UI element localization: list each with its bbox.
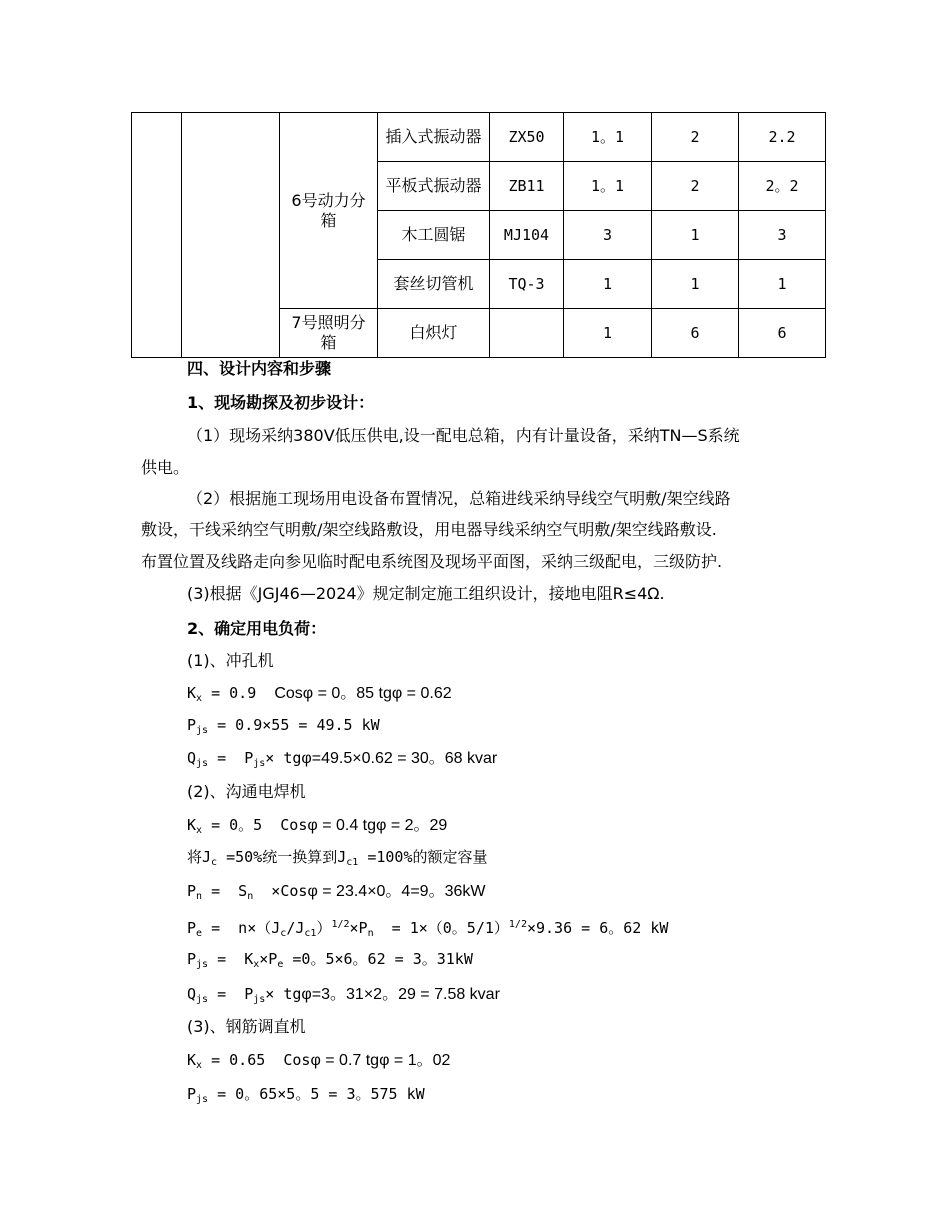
formula-part: Cosφ = 0。85 tgφ = 0.62 [274, 685, 452, 702]
formula-sub: c1 [304, 928, 317, 939]
paragraph-line: 布置位置及线路走向参见临时配电系统图及现场平面图，采纳三级配电，三级防护. [141, 552, 723, 571]
step2-heading: 2、确定用电负荷： [187, 619, 327, 638]
formula-part: ×P [349, 919, 368, 937]
formula-part: = S [202, 882, 248, 900]
formula-sub: c1 [346, 857, 359, 868]
formula-part: × tg [265, 985, 302, 1003]
paragraph-line: （2）根据施工现场用电设备布置情况，总箱进线采纳导线空气明敷/架空线路 [187, 489, 731, 508]
equipment-model: ZB11 [490, 162, 564, 211]
formula-sub: js [196, 725, 209, 736]
formula-part: P [187, 716, 197, 734]
formula-part: ） [316, 919, 332, 937]
formula-part: = 0。65×5。5 = 3。575 kW [208, 1085, 425, 1103]
equipment-qty: 6 [652, 309, 739, 358]
item-title: (1)、冲孔机 [187, 651, 274, 670]
equipment-qty: 1 [652, 211, 739, 260]
formula-part: = K [208, 950, 254, 968]
formula-line [187, 1083, 425, 1111]
formula-sub: x [196, 693, 203, 704]
formula-part: φ = 0.4 tgφ = 2。29 [307, 817, 448, 834]
formula-part: = 0.65 Cos [202, 1051, 311, 1069]
formula-part: =50%统一换算到J [217, 848, 347, 866]
equipment-name-text: 插入式振动器 [385, 127, 482, 146]
equipment-name: 白炽灯 [378, 309, 490, 358]
equipment-table [131, 112, 826, 358]
formula-sub: c [211, 857, 218, 868]
box6-cell [280, 113, 378, 309]
formula-sub: e [196, 928, 203, 939]
formula-part: φ=49.5×0.62 = 30。68 kvar [301, 750, 498, 767]
equipment-power: 3 [564, 211, 652, 260]
formula-part: Q [187, 749, 197, 767]
paragraph-line: (3)根据《JGJ46—2024》规定制定施工组织设计，接地电阻R≤4Ω. [187, 584, 665, 603]
paragraph-line: （1）现场采纳380V低压供电,设一配电总箱，内有计量设备，采纳TN—S系统 [187, 426, 740, 445]
formula-sub: x [196, 825, 203, 836]
formula-part: K [187, 1051, 197, 1069]
section-heading: 四、设计内容和步骤 [187, 359, 332, 378]
formula-part: φ = 23.4×0。4=9。36kW [307, 883, 486, 900]
formula-sub: js [196, 994, 209, 1005]
equipment-qty: 2 [652, 113, 739, 162]
formula-line [187, 714, 380, 742]
item-title: (3)、钢筋调直机 [187, 1017, 306, 1036]
formula-part: ×Cos [253, 882, 308, 900]
table-row [132, 113, 826, 162]
equipment-total: 6 [739, 309, 826, 358]
formula-sub: c [280, 928, 287, 939]
equipment-model [490, 309, 564, 358]
equipment-total: 1 [739, 260, 826, 309]
equipment-power: 1。1 [564, 113, 652, 162]
formula-sub: x [196, 1060, 203, 1071]
formula-part: = P [208, 985, 254, 1003]
formula-part: φ = 0.7 tgφ = 1。02 [310, 1052, 451, 1069]
equipment-model: TQ-3 [490, 260, 564, 309]
equipment-power: 1。1 [564, 162, 652, 211]
formula-line [187, 914, 668, 945]
formula-sub: js [196, 1094, 209, 1105]
formula-part: P [187, 950, 197, 968]
formula-sub: n [367, 928, 374, 939]
equipment-qty: 1 [652, 260, 739, 309]
formula-part: =0。5×6。62 = 3。31kW [283, 950, 473, 968]
paragraph-line: 敷设，干线采纳空气明敷/架空线路敷设，用电器导线采纳空气明敷/架空线路敷设. [141, 520, 717, 539]
formula-sub: js [253, 758, 266, 769]
equipment-name [378, 162, 490, 211]
formula-line [187, 1049, 450, 1077]
equipment-name: 套丝切管机 [378, 260, 490, 309]
formula-sub: js [196, 959, 209, 970]
formula-part: φ=3。31×2。29 = 7.58 kvar [301, 986, 500, 1003]
formula-line [187, 948, 473, 976]
step1-heading: 1、现场勘探及初步设计： [187, 393, 375, 412]
equipment-total: 2。2 [739, 162, 826, 211]
equipment-model: ZX50 [490, 113, 564, 162]
formula-sub: n [247, 891, 254, 902]
formula-sub: js [253, 994, 266, 1005]
formula-part: = 0。5 Cos [202, 816, 308, 834]
formula-part: P [187, 919, 197, 937]
formula-part: = P [208, 749, 254, 767]
equipment-name-text: 平板式振动器 [385, 176, 482, 195]
equipment-name [378, 113, 490, 162]
formula-part: 将J [187, 848, 212, 866]
item-title: (2)、沟通电焊机 [187, 782, 306, 801]
box6-label: 6号动力分箱 [291, 190, 366, 230]
equipment-total: 2.2 [739, 113, 826, 162]
formula-line [187, 983, 500, 1011]
equipment-qty: 2 [652, 162, 739, 211]
formula-line [187, 747, 497, 775]
formula-part: K [187, 816, 197, 834]
formula-part: ×P [259, 950, 278, 968]
formula-line [187, 880, 485, 908]
paragraph-line: 供电。 [141, 458, 190, 477]
formula-sub: n [196, 891, 203, 902]
formula-line [187, 682, 452, 710]
box7-label: 7号照明分箱 [291, 313, 366, 352]
formula-part: K [187, 684, 197, 702]
formula-part: = 0.9 [202, 684, 275, 702]
equipment-power: 1 [564, 309, 652, 358]
formula-part: = n×（J [202, 919, 281, 937]
formula-part: /J [286, 919, 305, 937]
formula-part: = 1×（0。5/1） [373, 919, 509, 937]
table-cell-empty [182, 113, 280, 358]
equipment-power: 1 [564, 260, 652, 309]
formula-part: ×9.36 = 6。62 kW [526, 919, 669, 937]
formula-part: P [187, 1085, 197, 1103]
formula-line [187, 814, 447, 842]
formula-part: =100%的额定容量 [358, 848, 488, 866]
formula-sub: e [277, 959, 284, 970]
equipment-model: MJ104 [490, 211, 564, 260]
formula-sub: js [196, 758, 209, 769]
formula-part: = 0.9×55 = 49.5 kW [208, 716, 380, 734]
formula-sup: 1/2 [331, 919, 350, 930]
formula-part: × tg [265, 749, 302, 767]
formula-part: P [187, 882, 197, 900]
table-cell-empty [132, 113, 182, 358]
equipment-name: 木工圆锯 [378, 211, 490, 260]
formula-line [187, 846, 487, 874]
box7-cell [280, 309, 378, 358]
formula-sup: 1/2 [508, 919, 527, 930]
formula-part: Q [187, 985, 197, 1003]
formula-sub: x [253, 959, 260, 970]
equipment-total: 3 [739, 211, 826, 260]
